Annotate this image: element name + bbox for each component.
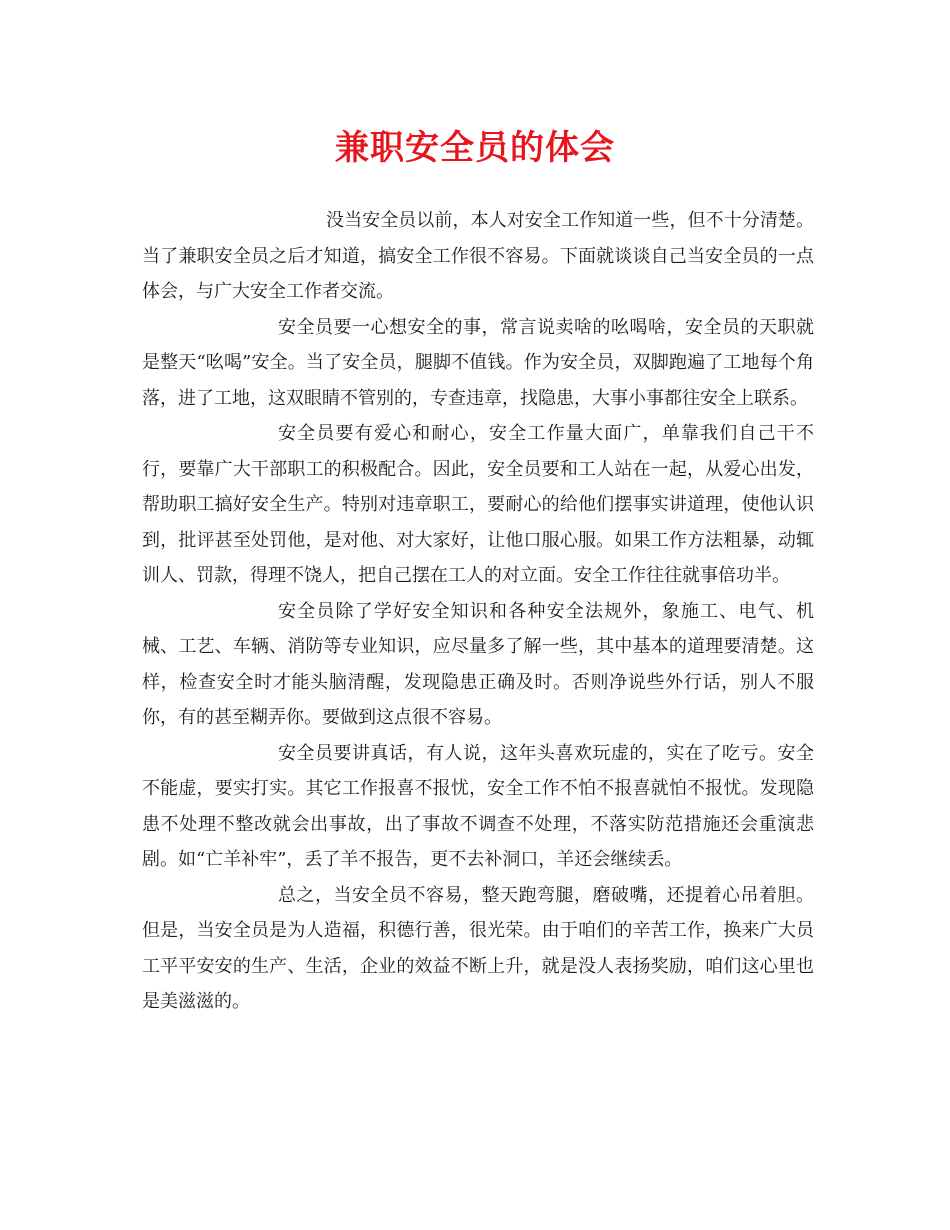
paragraph-focus-on-safety: 安全员要一心想安全的事，常言说卖啥的吆喝啥，安全员的天职就是整天“吆喝”安全。当了安全员，腿脚不值钱。作为安全员，双脚跑遍了工地每个角落，进了工地，这双眼睛不管别的，专查违章，找隐患，大事小事都往安全上联系。 [142, 316, 814, 409]
paragraph-intro: 没当安全员以前，本人对安全工作知道一些，但不十分清楚。当了兼职安全员之后才知道，搞安全工作很不容易。下面就谈谈自己当安全员的一点体会，与广大安全工作者交流。 [142, 210, 814, 302]
document-body [142, 203, 814, 1020]
paragraph-professional-knowledge: 安全员除了学好安全知识和各种安全法规外，象施工、电气、机械、工艺、车辆、消防等专业知识，应尽量多了解一些，其中基本的道理要清楚。这样，检查安全时才能头脑清醒，发现隐患正确及时。否则净说些外行话，别人不服你，有的甚至糊弄你。要做到这点很不容易。 [142, 600, 814, 728]
paragraph-care-and-patience: 安全员要有爱心和耐心，安全工作量大面广，单靠我们自己干不行，要靠广大干部职工的积极配合。因此，安全员要和工人站在一起，从爱心出发，帮助职工搞好安全生产。特别对违章职工，要耐心的给他们摆事实讲道理，使他认识到，批评甚至处罚他，是对他、对大家好，让他口服心服。如果工作方法粗暴，动辄训人、罚款，得理不饶人，把自己摆在工人的对立面。安全工作往往就事倍功半。 [142, 423, 814, 586]
paragraph-speak-truth: 安全员要讲真话，有人说，这年头喜欢玩虚的，实在了吃亏。安全不能虚，要实打实。其它工作报喜不报忧，安全工作不怕不报喜就怕不报忧。发现隐患不处理不整改就会出事故，出了事故不调查不处理，不落实防范措施还会重演悲剧。如“亡羊补牢”，丢了羊不报告，更不去补洞口，羊还会继续丢。 [142, 742, 814, 870]
paragraph-conclusion: 总之，当安全员不容易，整天跑弯腿，磨破嘴，还提着心吊着胆。但是，当安全员是为人造福，积德行善，很光荣。由于咱们的辛苦工作，换来广大员工平平安安的生产、生活，企业的效益不断上升，就是没人表扬奖励，咱们这心里也是美滋滋的。 [142, 884, 814, 1012]
document-title: 兼职安全员的体会 [335, 128, 615, 168]
